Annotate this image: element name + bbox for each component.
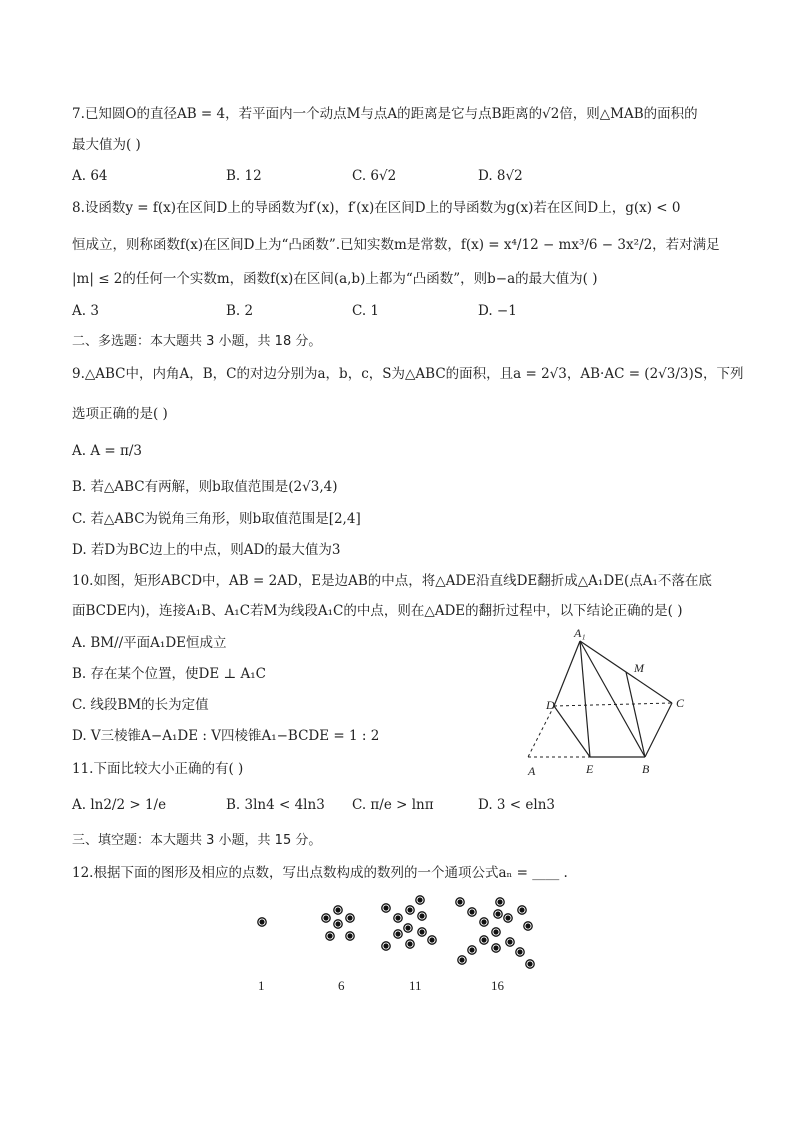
q7-option-a: A. 64	[72, 168, 108, 184]
dot-figure-2	[322, 906, 354, 940]
edge-a1-d	[554, 641, 580, 706]
q11-option-a: A. ln2/2 > 1/e	[72, 797, 167, 813]
q9-line2: 选项正确的是( )	[72, 406, 168, 422]
label-c: C	[676, 696, 685, 710]
q7-line1: 7.已知圆O的直径AB = 4，若平面内一个动点M与点A的距离是它与点B距离的√2倍，则△MAB的面积的	[72, 106, 698, 122]
q12-dot-patterns	[240, 890, 550, 972]
edge-d-c-hidden	[554, 703, 672, 706]
q10-option-c: C. 线段BM的长为定值	[72, 697, 209, 713]
q7-option-b: B. 12	[226, 168, 262, 184]
q8-option-a: A. 3	[72, 303, 99, 319]
q11-line1: 11.下面比较大小正确的有( )	[72, 761, 244, 777]
label-b: B	[642, 762, 650, 776]
q8-line1: 8.设函数y = f(x)在区间D上的导函数为f′(x)，f′(x)在区间D上的导函数为g(x)若在区间D上，g(x) < 0	[72, 200, 681, 216]
q8-option-d: D. −1	[478, 303, 517, 319]
dot-label-1: 1	[258, 978, 265, 993]
label-e: E	[586, 762, 594, 776]
q11-option-c: C. π/e > lnπ	[352, 797, 434, 813]
edge-d-e	[554, 706, 590, 757]
edge-a1-b	[580, 641, 645, 757]
q10-pyramid-figure	[520, 625, 700, 785]
label-m: M	[634, 661, 644, 675]
q10-option-b: B. 存在某个位置，使DE ⊥ A₁C	[72, 666, 266, 682]
q12-line1: 12.根据下面的图形及相应的点数，写出点数构成的数列的一个通项公式aₙ = ____ .	[72, 865, 568, 881]
dot-label-11: 11	[409, 978, 422, 993]
q10-line2: 面BCDE内)，连接A₁B、A₁C若M为线段A₁C的中点，则在△ADE的翻折过程中，以下结论正确的是( )	[72, 603, 683, 619]
segment-m-b	[626, 672, 645, 757]
dot-label-16: 16	[491, 978, 504, 993]
label-a: A	[528, 764, 536, 778]
q7-line2: 最大值为( )	[72, 137, 141, 153]
q9-option-d: D. 若D为BC边上的中点，则AD的最大值为3	[72, 542, 341, 558]
section-multiple-choice-heading: 二、多选题：本大题共 3 小题，共 18 分。	[72, 334, 322, 349]
q8-option-b: B. 2	[226, 303, 254, 319]
edge-b-c	[645, 703, 672, 757]
dot-figure-4	[456, 898, 534, 968]
q9-option-b: B. 若△ABC有两解，则b取值范围是(2√3,4)	[72, 479, 338, 495]
q11-option-b: B. 3ln4 < 4ln3	[226, 797, 325, 813]
dot-label-6: 6	[338, 978, 345, 993]
q9-option-c: C. 若△ABC为锐角三角形，则b取值范围是[2,4]	[72, 511, 361, 527]
section-fill-in-heading: 三、填空题：本大题共 3 小题，共 15 分。	[72, 833, 322, 848]
q10-line1: 10.如图，矩形ABCD中，AB = 2AD，E是边AB的中点，将△ADE沿直线DE翻折成△A₁DE(点A₁不落在底	[72, 573, 712, 589]
edge-a1-e	[580, 641, 590, 757]
label-a1: A₁	[574, 626, 586, 640]
q8-line2: 恒成立，则称函数f(x)在区间D上为“凸函数”.已知实数m是常数，f(x) = x⁴/12 − mx³/6 − 3x²/2，若对满足	[72, 237, 720, 253]
q11-option-d: D. 3 < eln3	[478, 797, 555, 813]
q10-option-a: A. BM//平面A₁DE恒成立	[72, 635, 227, 651]
dot-figure-3	[382, 896, 436, 950]
q10-option-d: D. V三棱锥A−A₁DE : V四棱锥A₁−BCDE = 1 : 2	[72, 728, 380, 744]
dot-figure-1	[258, 918, 266, 926]
q8-line3: |m| ≤ 2的任何一个实数m，函数f(x)在区间(a,b)上都为“凸函数”，则b−a的最大值为( )	[72, 271, 598, 287]
q7-option-d: D. 8√2	[478, 168, 523, 184]
q8-option-c: C. 1	[352, 303, 380, 319]
edge-d-a-hidden	[528, 706, 554, 757]
q7-option-c: C. 6√2	[352, 168, 397, 184]
q9-option-a: A. A = π/3	[72, 443, 142, 459]
label-d: D	[546, 698, 555, 712]
q9-line1: 9.△ABC中，内角A，B，C的对边分别为a，b，c，S为△ABC的面积，且a = 2√3，AB·AC = (2√3/3)S，下列	[72, 366, 744, 382]
